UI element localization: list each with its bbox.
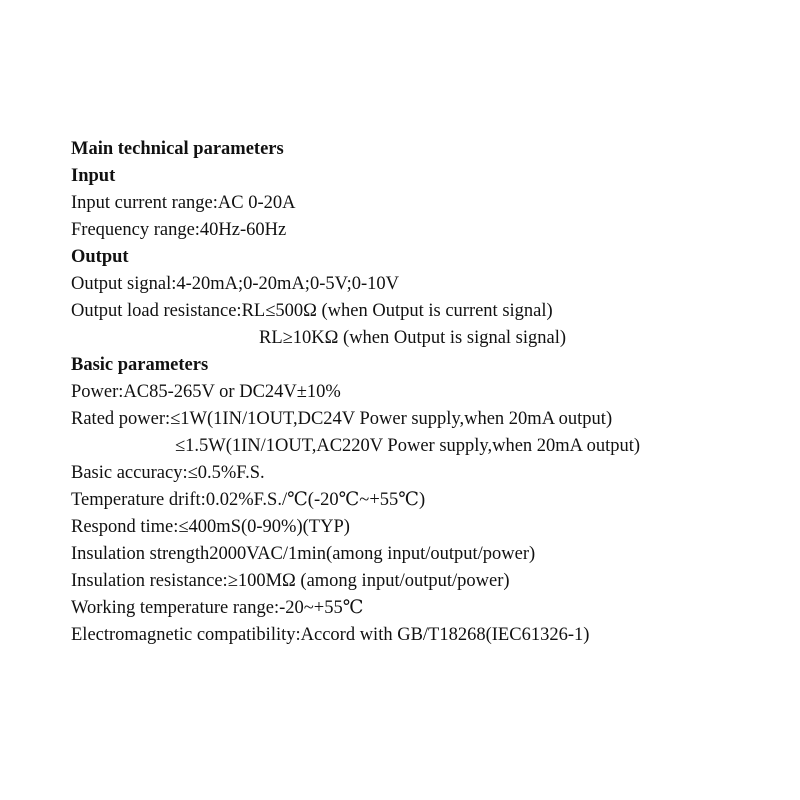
insulation-resistance: Insulation resistance:≥100MΩ (among input/output/power)	[71, 571, 510, 591]
temperature-drift: Temperature drift:0.02%F.S./℃(-20℃~+55℃)	[71, 490, 426, 510]
power-spec: Power:AC85-265V or DC24V±10%	[71, 382, 341, 402]
input-current-range: Input current range:AC 0-20A	[71, 193, 296, 213]
working-temperature-range: Working temperature range:-20~+55℃	[71, 598, 364, 618]
basic-parameters-heading: Basic parameters	[71, 355, 209, 375]
technical-parameters-document	[71, 136, 791, 649]
electromagnetic-compatibility: Electromagnetic compatibility:Accord with GB/T18268(IEC61326-1)	[71, 625, 590, 645]
basic-accuracy: Basic accuracy:≤0.5%F.S.	[71, 463, 265, 483]
insulation-strength: Insulation strength2000VAC/1min(among input/output/power)	[71, 544, 536, 564]
rated-power-ac: ≤1.5W(1IN/1OUT,AC220V Power supply,when 20mA output)	[175, 436, 641, 456]
output-signal: Output signal:4-20mA;0-20mA;0-5V;0-10V	[71, 274, 400, 294]
rated-power-dc: Rated power:≤1W(1IN/1OUT,DC24V Power supply,when 20mA output)	[71, 409, 613, 429]
respond-time: Respond time:≤400mS(0-90%)(TYP)	[71, 517, 350, 537]
output-heading: Output	[71, 247, 129, 267]
frequency-range: Frequency range:40Hz-60Hz	[71, 220, 287, 240]
input-heading: Input	[71, 166, 116, 186]
output-load-resistance-current: Output load resistance:RL≤500Ω (when Output is current signal)	[71, 301, 553, 321]
output-load-resistance-signal: RL≥10KΩ (when Output is signal signal)	[259, 328, 567, 348]
document-title: Main technical parameters	[71, 139, 284, 159]
